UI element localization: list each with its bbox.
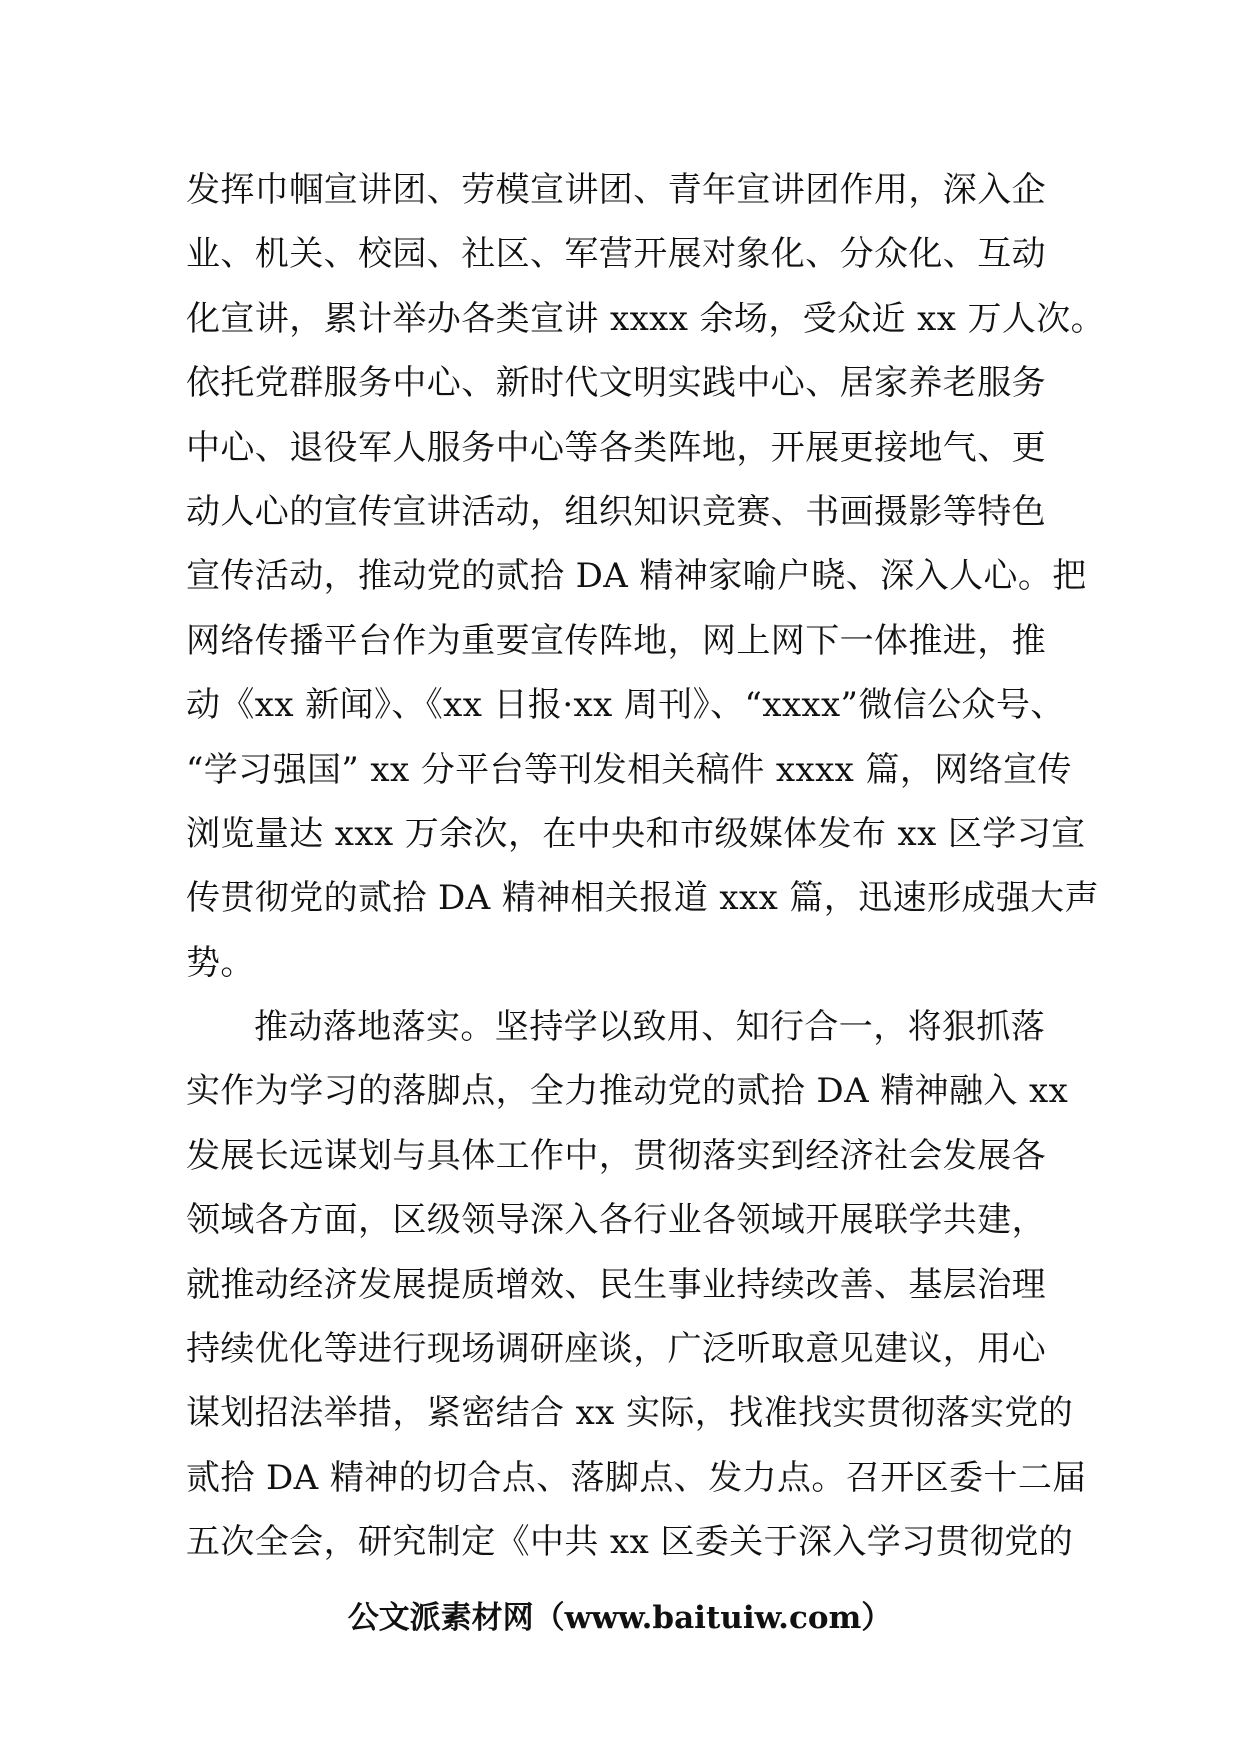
text-line: 贰拾 DA 精神的切合点、落脚点、发力点。召开区委十二届 xyxy=(186,1457,1087,1498)
text-line: 动人心的宣传宣讲活动，组织知识竞赛、书画摄影等特色 xyxy=(186,491,1046,532)
text-line: 动《xx 新闻》、《xx 日报·xx 周刊》、“xxxx”微信公众号、 xyxy=(186,685,1065,726)
text-line: 实作为学习的落脚点，全力推动党的贰拾 DA 精神融入 xx xyxy=(186,1071,1069,1112)
text-line: 宣传活动，推动党的贰拾 DA 精神家喻户晓、深入人心。把 xyxy=(186,556,1087,597)
text-line: 传贯彻党的贰拾 DA 精神相关报道 xxx 篇，迅速形成强大声 xyxy=(186,878,1099,919)
text-line: 中心、退役军人服务中心等各类阵地，开展更接地气、更 xyxy=(186,427,1046,468)
text-line: 势。 xyxy=(186,942,255,983)
text-line: 网络传播平台作为重要宣传阵地，网上网下一体推进，推 xyxy=(186,620,1046,661)
text-line: 就推动经济发展提质增效、民生事业持续改善、基层治理 xyxy=(186,1264,1046,1305)
text-line: 谋划招法举措，紧密结合 xx 实际，找准找实贯彻落实党的 xyxy=(186,1393,1074,1434)
text-line: 发展长远谋划与具体工作中，贯彻落实到经济社会发展各 xyxy=(186,1135,1046,1176)
text-line: 业、机关、校园、社区、军营开展对象化、分众化、互动 xyxy=(186,234,1046,275)
paragraph-first-line: 推动落地落实。坚持学以致用、知行合一，将狠抓落 xyxy=(254,1007,1046,1048)
footer-watermark: 公文派素材网（www.baituiw.com） xyxy=(347,1600,893,1636)
text-line: 化宣讲，累计举办各类宣讲 xxxx 余场，受众近 xx 万人次。 xyxy=(186,298,1106,339)
text-line: 五次全会，研究制定《中共 xx 区委关于深入学习贯彻党的 xyxy=(186,1522,1074,1563)
body-text xyxy=(186,158,1106,1575)
text-line: 浏览量达 xxx 万余次，在中央和市级媒体发布 xx 区学习宣 xyxy=(186,813,1086,854)
text-line: 持续优化等进行现场调研座谈，广泛听取意见建议，用心 xyxy=(186,1329,1046,1370)
text-line: 依托党群服务中心、新时代文明实践中心、居家养老服务 xyxy=(186,363,1046,404)
text-line: 领域各方面，区级领导深入各行业各领域开展联学共建， xyxy=(186,1200,1046,1241)
text-line: “学习强国” xx 分平台等刊发相关稿件 xxxx 篇，网络宣传 xyxy=(186,749,1072,790)
text-line: 发挥巾帼宣讲团、劳模宣讲团、青年宣讲团作用，深入企 xyxy=(186,170,1046,210)
